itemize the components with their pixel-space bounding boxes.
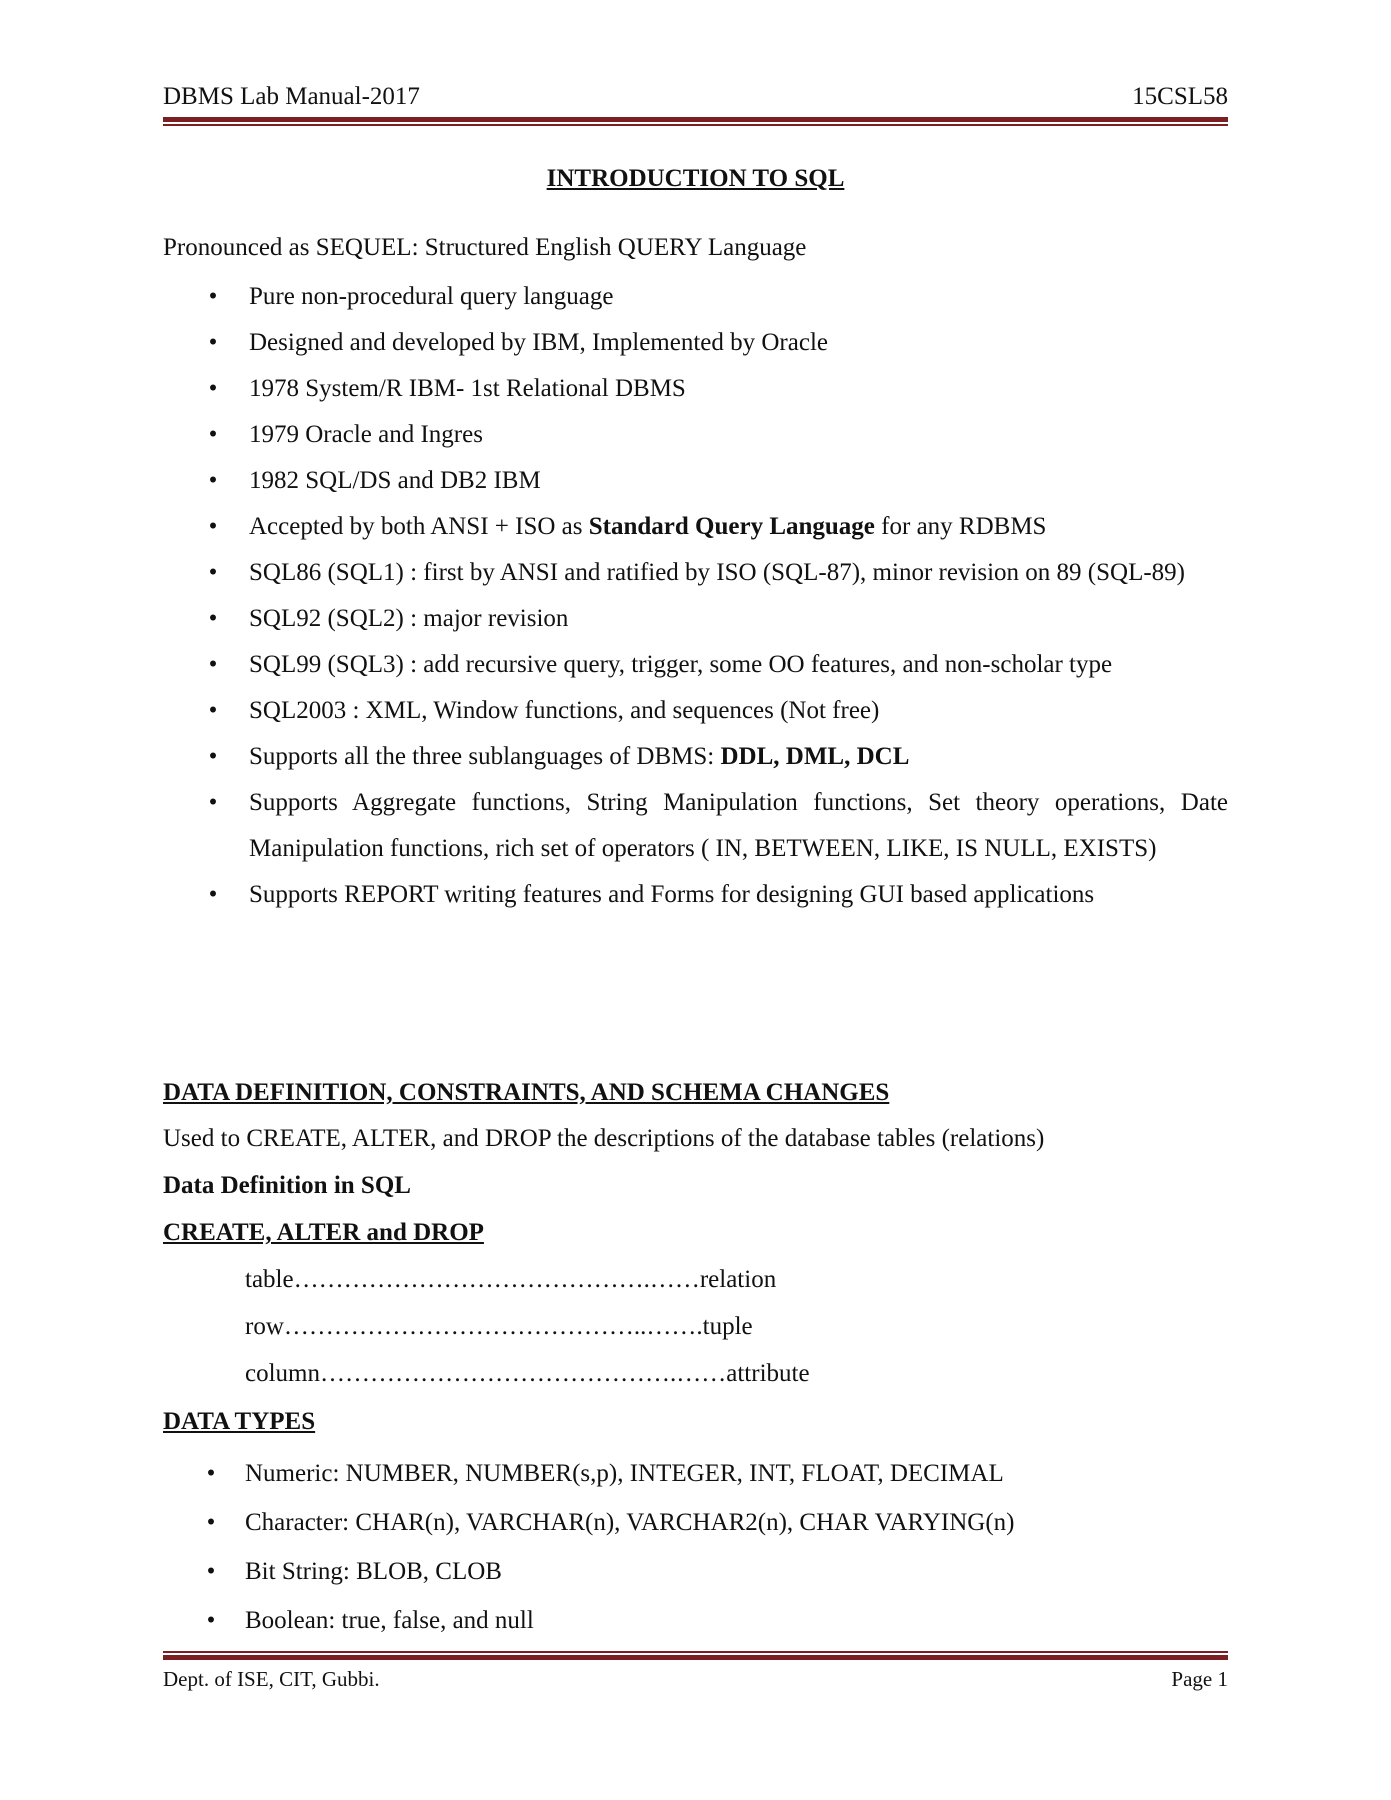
intro-text: Pronounced as SEQUEL: Structured English QUERY Language <box>163 234 807 261</box>
list-item: • SQL99 (SQL3) : add recursive query, trigger, some OO features, and non-scholar type <box>163 642 1228 688</box>
subheading-create-alter-drop: CREATE, ALTER and DROP <box>163 1219 484 1246</box>
subheading-data-definition: Data Definition in SQL <box>163 1172 411 1199</box>
footer-rule-thin <box>163 1651 1228 1653</box>
list-item: • Character: CHAR(n), VARCHAR(n), VARCHAR2(n), CHAR VARYING(n) <box>163 1498 1228 1547</box>
term-row: column…………………………………….……attribute <box>245 1360 810 1387</box>
page-title: INTRODUCTION TO SQL <box>546 165 845 192</box>
bullet-icon: • <box>208 283 218 310</box>
section-description: Used to CREATE, ALTER, and DROP the descriptions of the database tables (relations) <box>163 1125 1045 1152</box>
bold-term: DDL, DML, DCL <box>720 743 910 770</box>
header-rule-thin <box>163 124 1228 126</box>
bullet-icon: • <box>206 1509 216 1536</box>
page-header <box>163 79 1228 115</box>
bullet-icon: • <box>208 881 218 908</box>
list-item: • Supports all the three sublanguages of DBMS: DDL, DML, DCL <box>163 734 1228 780</box>
bullet-icon: • <box>208 605 218 632</box>
bullet-icon: • <box>208 651 218 678</box>
list-item: • Pure non-procedural query language <box>163 274 1228 320</box>
list-item: • Supports Aggregate functions, String Manipulation functions, Set theory operations, Date Manipulation functions, rich set of operators ( IN, BETWEEN, LIKE, IS NULL, EXISTS) <box>163 780 1228 872</box>
data-types-list <box>163 1449 1228 1645</box>
list-item: • 1979 Oracle and Ingres <box>163 412 1228 458</box>
list-item: • Numeric: NUMBER, NUMBER(s,p), INTEGER, INT, FLOAT, DECIMAL <box>163 1449 1228 1498</box>
list-item: • Supports REPORT writing features and Forms for designing GUI based applications <box>163 872 1228 918</box>
header-course-code: 15CSL58 <box>1132 83 1228 110</box>
footer-department: Dept. of ISE, CIT, Gubbi. <box>163 1667 380 1691</box>
term-row: table…………………………………….……relation <box>245 1266 777 1293</box>
term-row: row……………………………………..…….tuple <box>245 1313 753 1340</box>
sql-features-list <box>163 274 1228 918</box>
bullet-icon: • <box>208 375 218 402</box>
section-heading-data-types: DATA TYPES <box>163 1408 316 1435</box>
bullet-icon: • <box>208 743 218 770</box>
header-rule-thick <box>163 117 1228 122</box>
list-item: • Bit String: BLOB, CLOB <box>163 1547 1228 1596</box>
list-item: • Designed and developed by IBM, Implemented by Oracle <box>163 320 1228 366</box>
header-title: DBMS Lab Manual-2017 <box>163 83 420 110</box>
list-item: • Accepted by both ANSI + ISO as Standard Query Language for any RDBMS <box>163 504 1228 550</box>
page-number: Page 1 <box>1171 1667 1228 1691</box>
document-page <box>163 0 1228 1800</box>
bullet-icon: • <box>206 1607 216 1634</box>
bullet-icon: • <box>208 789 218 816</box>
bullet-icon: • <box>208 467 218 494</box>
list-item: • SQL92 (SQL2) : major revision <box>163 596 1228 642</box>
list-item: • 1982 SQL/DS and DB2 IBM <box>163 458 1228 504</box>
section-heading-data-definition: DATA DEFINITION, CONSTRAINTS, AND SCHEMA CHANGES <box>163 1079 890 1106</box>
bullet-icon: • <box>208 513 218 540</box>
bullet-icon: • <box>208 421 218 448</box>
list-item: • 1978 System/R IBM- 1st Relational DBMS <box>163 366 1228 412</box>
bullet-icon: • <box>208 697 218 724</box>
bullet-icon: • <box>206 1460 216 1487</box>
bullet-icon: • <box>206 1558 216 1585</box>
bullet-icon: • <box>208 329 218 356</box>
footer-rule-thick <box>163 1655 1228 1660</box>
bold-term: Standard Query Language <box>588 513 875 540</box>
bullet-icon: • <box>208 559 218 586</box>
list-item: • SQL2003 : XML, Window functions, and sequences (Not free) <box>163 688 1228 734</box>
list-item: • Boolean: true, false, and null <box>163 1596 1228 1645</box>
list-item: • SQL86 (SQL1) : first by ANSI and ratified by ISO (SQL-87), minor revision on 89 (SQL-89) <box>163 550 1228 596</box>
